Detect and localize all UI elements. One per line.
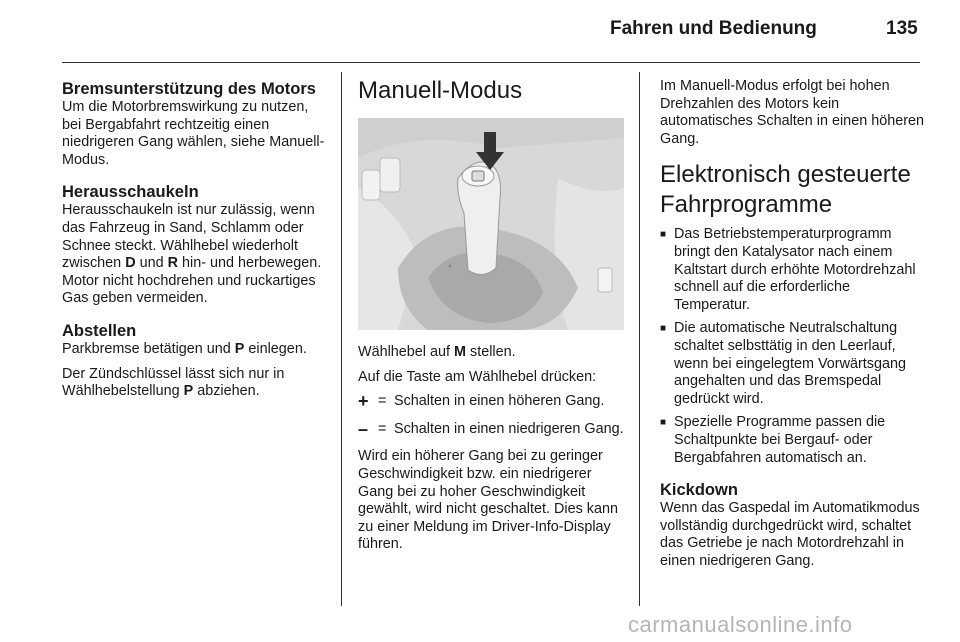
watermark: carmanualsonline.info — [628, 612, 853, 637]
bullet-icon: ■ — [660, 417, 667, 429]
list-item: ■ Spezielle Programme passen die Schaltpunkte bei Bergauf- oder Bergabfahren automatisch an. — [660, 414, 886, 466]
section-heading: Kickdown — [660, 481, 738, 500]
paragraph: Der Zündschlüssel lässt sich nur in Wählhebelstellung P abziehen. — [62, 365, 285, 400]
key-item: + = Schalten in einen höheren Gang. — [358, 391, 605, 412]
bullet-icon: ■ — [660, 229, 667, 241]
header-rule — [62, 62, 920, 63]
paragraph: Wird ein höherer Gang bei zu geringer Geschwindigkeit bzw. ein niedrigerer Gang bei zu hoher Geschwindigkeit gewählt, wird nicht geschaltet. Dies kann zu einer Meldung im Driver-Info-Display führen. — [358, 448, 618, 553]
paragraph: Im Manuell-Modus erfolgt bei hohen Drehzahlen des Motors kein automatisches Schalten in einen höheren Gang. — [660, 78, 925, 147]
section-heading: Abstellen — [62, 321, 137, 340]
paragraph: Wählhebel auf M stellen. — [358, 344, 516, 360]
bullet-icon: ■ — [660, 323, 667, 335]
section-heading: Manuell-Modus — [358, 77, 523, 104]
paragraph: Parkbremse betätigen und P einlegen. — [62, 340, 307, 357]
column-divider — [639, 72, 640, 606]
minus-icon: – — [358, 418, 369, 439]
gear-lever-icon — [358, 118, 624, 330]
page-number: 135 — [886, 18, 918, 39]
key-item: – = Schalten in einen niedrigeren Gang. — [358, 418, 624, 439]
plus-icon: + — [358, 391, 369, 412]
section-heading: Herausschaukeln — [62, 183, 199, 202]
column-middle — [358, 72, 624, 561]
gear-lever-illustration — [358, 118, 624, 330]
section-heading: Bremsunterstützung des Motors — [62, 80, 316, 98]
paragraph: Auf die Taste am Wählhebel drücken: — [358, 368, 597, 385]
list-item: ■ Das Betriebstemperaturprogramm bringt den Katalysator nach einem Kaltstart durch erhöhte Motordrehzahl schnell auf die erforderliche Temperatur. — [660, 226, 916, 313]
paragraph: Wenn das Gaspedal im Automatikmodus vollständig durchgedrückt wird, schaltet das Getriebe je nach Motordrehzahl in einen niedrigeren Gang. — [660, 500, 920, 569]
column-left — [62, 72, 328, 408]
page-header-title: Fahren und Bedienung — [610, 18, 817, 39]
column-divider — [341, 72, 342, 606]
section-heading: Elektronisch gesteuerte Fahrprogramme — [660, 161, 911, 219]
paragraph: Um die Motorbremswirkung zu nutzen, bei Bergabfahrt rechtzeitig einen niedrigeren Gang wählen, siehe Manuell-Modus. — [62, 99, 325, 168]
list-item: ■ Die automatische Neutralschaltung schaltet selbsttätig in den Leerlauf, wenn bei eingelegtem Vorwärtsgang angehalten und das Bremspedal gedrückt wird. — [660, 320, 906, 407]
column-right — [660, 72, 926, 577]
paragraph: Herausschaukeln ist nur zulässig, wenn das Fahrzeug in Sand, Schlamm oder Schnee steckt. Wählhebel wiederholt zwischen D und R hin- und herbewegen. Motor nicht hochdrehen und ruckartiges Gas geben vermeiden. — [62, 202, 322, 307]
